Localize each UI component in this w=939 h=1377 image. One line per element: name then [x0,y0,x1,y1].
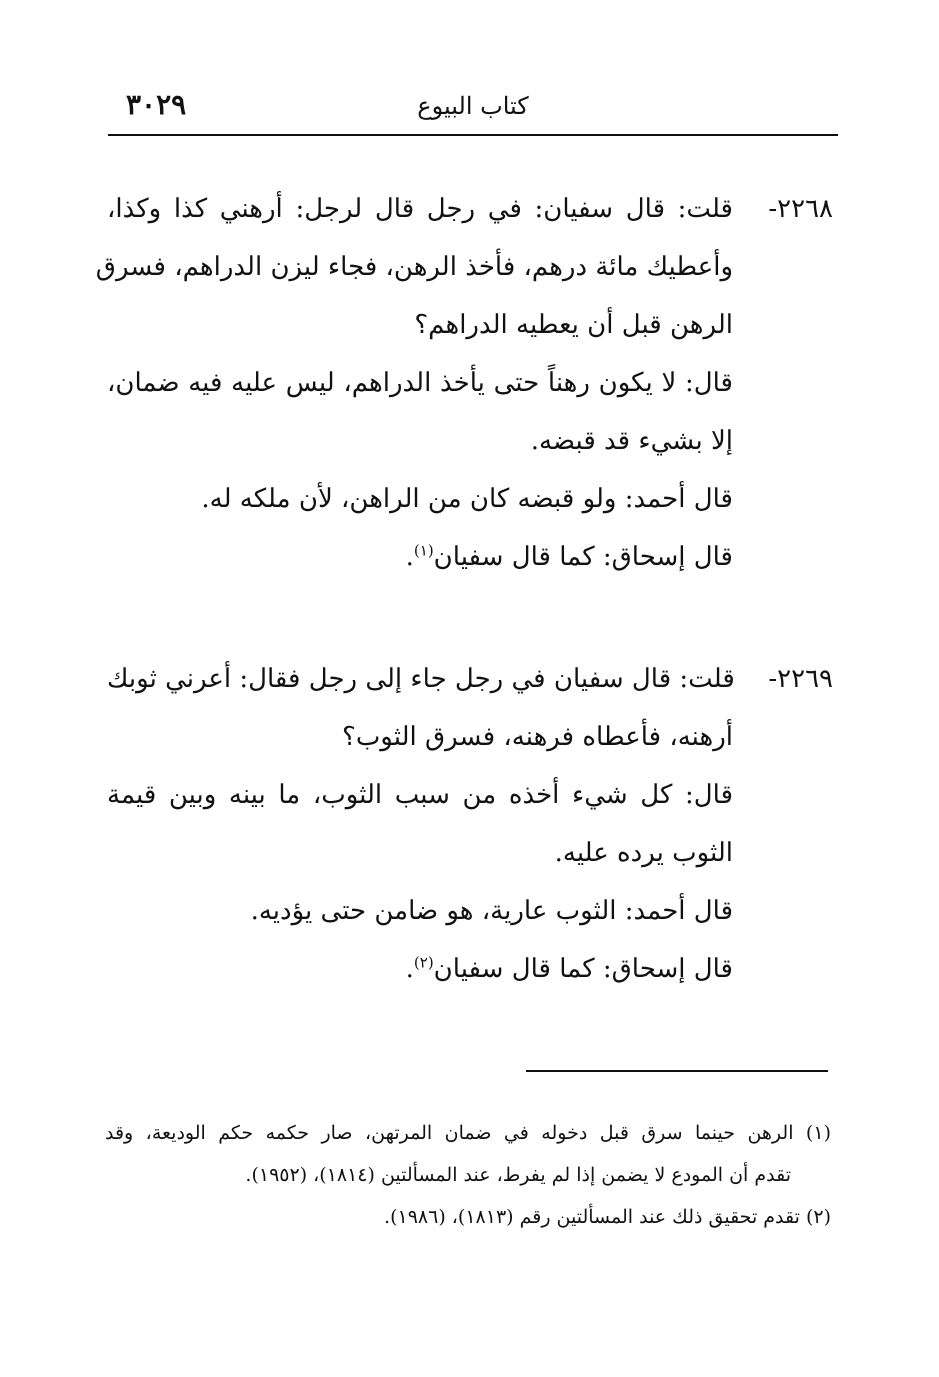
footnote-1-line-1: (١) الرهن حينما سرق قبل دخوله في ضمان المرتهن، صار حكمه حكم الوديعة، وقد [105,1122,831,1144]
entry-text-line: قال: لا يكون رهناً حتى يأخذ الدراهم، ليس عليه فيه ضمان، [107,368,733,398]
footnote-ref: (١) [413,541,434,560]
ishaq-answer-text: قال إسحاق: كما قال سفيان [433,954,733,984]
entry-number: ٢٢٦٩- [768,664,833,694]
footnote-2: (٢) تقدم تحقيق ذلك عند المسألتين رقم (١٨١٣)، (١٩٨٦). [384,1206,831,1228]
end-punct: . [405,954,414,984]
footnote-ref: (٢) [413,953,434,972]
entry-text-line: قلت: قال سفيان: في رجل قال لرجل: أرهني كذا وكذا، [107,194,733,224]
ishaq-answer-text: قال إسحاق: كما قال سفيان [433,542,733,572]
page-number: ٣٠٢٩ [126,88,187,121]
page-header [108,78,838,136]
entry-text-line: الثوب يرده عليه. [554,838,733,868]
end-punct: . [405,542,414,572]
entry-text-line: أرهنه، فأعطاه فرهنه، فسرق الثوب؟ [342,722,733,752]
footnotes [105,1112,831,1238]
entry-text-line: قال: كل شيء أخذه من سبب الثوب، ما بينه وبين قيمة [107,780,733,810]
entry-2269 [107,650,833,998]
entry-text-line: وأعطيك مائة درهم، فأخذ الرهن، فجاء ليزن الدراهم، فسرق [95,252,733,282]
running-title: كتاب البيوع [417,92,529,120]
footnote-1-line-2: تقدم أن المودع لا يضمن إذا لم يفرط، عند المسألتين (١٨١٤)، (١٩٥٢). [245,1164,791,1186]
entry-2268 [95,180,833,586]
entry-text-line: قلت: قال سفيان في رجل جاء إلى رجل فقال: أعرني ثوبك [107,664,735,694]
ishaq-answer [107,940,833,998]
entry-text-line: إلا بشيء قد قبضه. [530,426,733,456]
entry-text-line: الرهن قبل أن يعطيه الدراهم؟ [414,310,733,340]
entry-first-line [107,180,833,238]
ahmad-answer: قال أحمد: ولو قبضه كان من الراهن، لأن ملكه له. [201,484,733,514]
entry-number: ٢٢٦٨- [768,194,833,224]
footnote-divider [526,1070,828,1072]
ahmad-answer: قال أحمد: الثوب عارية، هو ضامن حتى يؤديه. [250,896,733,926]
ishaq-answer [107,528,833,586]
entry-first-line [107,650,833,708]
